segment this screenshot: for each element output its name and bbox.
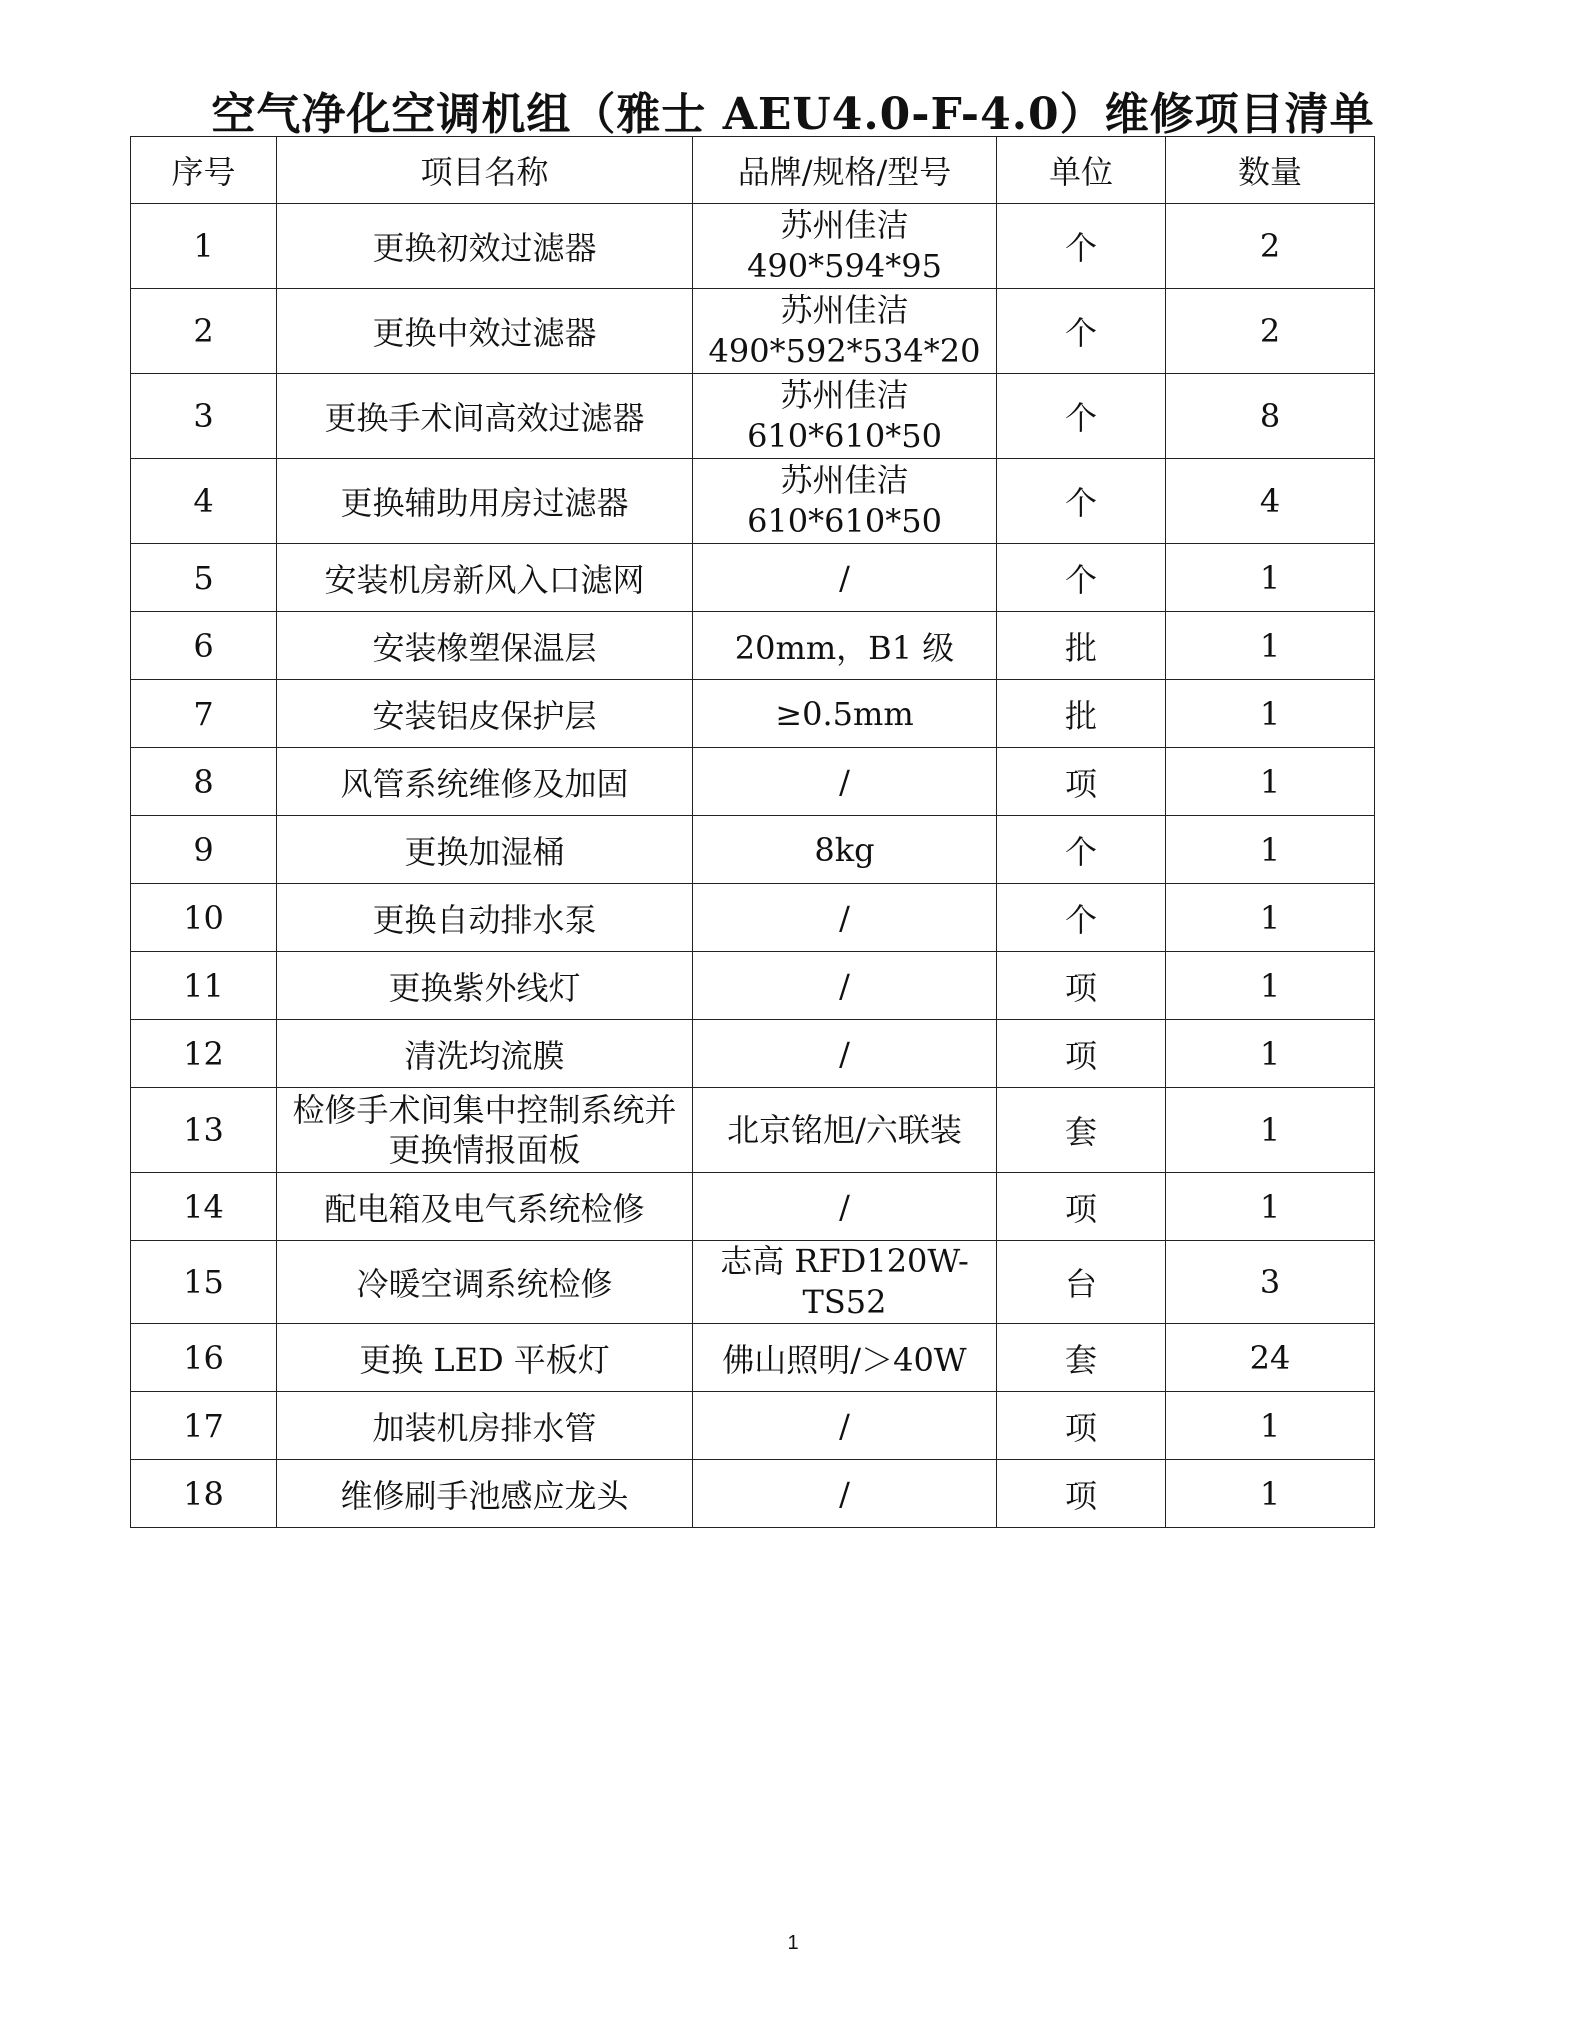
cell-unit: 项 xyxy=(997,1392,1166,1460)
cell-spec: / xyxy=(693,748,997,816)
cell-qty: 8 xyxy=(1166,374,1375,459)
table-row xyxy=(131,1392,1375,1460)
cell-qty: 24 xyxy=(1166,1324,1375,1392)
cell-unit: 批 xyxy=(997,680,1166,748)
cell-name: 更换紫外线灯 xyxy=(277,952,693,1020)
cell-unit: 个 xyxy=(997,459,1166,544)
cell-no: 16 xyxy=(131,1324,277,1392)
cell-spec: 佛山照明/＞40W xyxy=(693,1324,997,1392)
cell-unit: 项 xyxy=(997,952,1166,1020)
cell-no: 4 xyxy=(131,459,277,544)
cell-no: 5 xyxy=(131,544,277,612)
cell-unit: 套 xyxy=(997,1324,1166,1392)
cell-qty: 1 xyxy=(1166,680,1375,748)
cell-name: 更换辅助用房过滤器 xyxy=(277,459,693,544)
cell-name: 维修刷手池感应龙头 xyxy=(277,1460,693,1528)
cell-no: 11 xyxy=(131,952,277,1020)
cell-no: 14 xyxy=(131,1173,277,1241)
table-row xyxy=(131,1088,1375,1173)
cell-name: 安装橡塑保温层 xyxy=(277,612,693,680)
header-spec: 品牌/规格/型号 xyxy=(693,137,997,204)
cell-no: 15 xyxy=(131,1241,277,1324)
cell-unit: 项 xyxy=(997,1173,1166,1241)
page-title: 空气净化空调机组（雅士 AEU4.0-F-4.0）维修项目清单 xyxy=(211,89,1375,140)
cell-spec: / xyxy=(693,544,997,612)
cell-unit: 项 xyxy=(997,748,1166,816)
cell-qty: 1 xyxy=(1166,1392,1375,1460)
cell-spec: 20mm，B1 级 xyxy=(693,612,997,680)
cell-spec: 北京铭旭/六联装 xyxy=(693,1088,997,1173)
cell-qty: 2 xyxy=(1166,204,1375,289)
cell-name: 安装机房新风入口滤网 xyxy=(277,544,693,612)
cell-no: 2 xyxy=(131,289,277,374)
cell-no: 9 xyxy=(131,816,277,884)
cell-no: 13 xyxy=(131,1088,277,1173)
table-row xyxy=(131,1241,1375,1324)
page-number: 1 xyxy=(787,1932,799,1954)
cell-name: 加装机房排水管 xyxy=(277,1392,693,1460)
cell-name: 清洗均流膜 xyxy=(277,1020,693,1088)
cell-name: 更换中效过滤器 xyxy=(277,289,693,374)
cell-qty: 1 xyxy=(1166,952,1375,1020)
cell-qty: 3 xyxy=(1166,1241,1375,1324)
header-name: 项目名称 xyxy=(277,137,693,204)
table-row xyxy=(131,884,1375,952)
cell-spec: 苏州佳洁 610*610*50 xyxy=(693,459,997,544)
cell-no: 12 xyxy=(131,1020,277,1088)
table-row xyxy=(131,952,1375,1020)
table-row xyxy=(131,1020,1375,1088)
table-row xyxy=(131,748,1375,816)
cell-spec: / xyxy=(693,1173,997,1241)
cell-name: 更换手术间高效过滤器 xyxy=(277,374,693,459)
cell-name: 更换自动排水泵 xyxy=(277,884,693,952)
header-unit: 单位 xyxy=(997,137,1166,204)
cell-spec: ≥0.5mm xyxy=(693,680,997,748)
cell-spec: 苏州佳洁 610*610*50 xyxy=(693,374,997,459)
cell-spec: / xyxy=(693,884,997,952)
table-row xyxy=(131,459,1375,544)
cell-qty: 1 xyxy=(1166,1020,1375,1088)
cell-unit: 个 xyxy=(997,884,1166,952)
cell-unit: 个 xyxy=(997,816,1166,884)
cell-qty: 1 xyxy=(1166,544,1375,612)
cell-name: 安装铝皮保护层 xyxy=(277,680,693,748)
cell-spec: 苏州佳洁 490*592*534*20 xyxy=(693,289,997,374)
cell-unit: 台 xyxy=(997,1241,1166,1324)
table-row xyxy=(131,816,1375,884)
table-row xyxy=(131,612,1375,680)
cell-name: 配电箱及电气系统检修 xyxy=(277,1173,693,1241)
cell-spec: / xyxy=(693,1392,997,1460)
cell-spec: / xyxy=(693,1460,997,1528)
table-row xyxy=(131,289,1375,374)
cell-no: 17 xyxy=(131,1392,277,1460)
table-row xyxy=(131,1173,1375,1241)
header-qty: 数量 xyxy=(1166,137,1375,204)
cell-no: 3 xyxy=(131,374,277,459)
repair-items-table xyxy=(130,136,1375,1528)
cell-unit: 项 xyxy=(997,1020,1166,1088)
cell-qty: 1 xyxy=(1166,816,1375,884)
cell-spec: / xyxy=(693,1020,997,1088)
cell-spec: 8kg xyxy=(693,816,997,884)
cell-name: 更换加湿桶 xyxy=(277,816,693,884)
cell-name: 更换 LED 平板灯 xyxy=(277,1324,693,1392)
cell-no: 7 xyxy=(131,680,277,748)
cell-name: 更换初效过滤器 xyxy=(277,204,693,289)
table-row xyxy=(131,1460,1375,1528)
cell-qty: 1 xyxy=(1166,1173,1375,1241)
cell-unit: 个 xyxy=(997,374,1166,459)
cell-qty: 1 xyxy=(1166,1088,1375,1173)
cell-no: 1 xyxy=(131,204,277,289)
table-row xyxy=(131,544,1375,612)
cell-no: 6 xyxy=(131,612,277,680)
cell-spec: 苏州佳洁 490*594*95 xyxy=(693,204,997,289)
cell-unit: 个 xyxy=(997,204,1166,289)
cell-no: 18 xyxy=(131,1460,277,1528)
table-row xyxy=(131,374,1375,459)
cell-qty: 1 xyxy=(1166,1460,1375,1528)
cell-unit: 个 xyxy=(997,544,1166,612)
cell-name: 检修手术间集中控制系统并 更换情报面板 xyxy=(277,1088,693,1173)
cell-unit: 项 xyxy=(997,1460,1166,1528)
cell-name: 冷暖空调系统检修 xyxy=(277,1241,693,1324)
cell-no: 8 xyxy=(131,748,277,816)
cell-spec: / xyxy=(693,952,997,1020)
cell-unit: 套 xyxy=(997,1088,1166,1173)
cell-qty: 1 xyxy=(1166,884,1375,952)
cell-unit: 个 xyxy=(997,289,1166,374)
cell-unit: 批 xyxy=(997,612,1166,680)
header-no: 序号 xyxy=(131,137,277,204)
cell-no: 10 xyxy=(131,884,277,952)
cell-name: 风管系统维修及加固 xyxy=(277,748,693,816)
cell-qty: 1 xyxy=(1166,612,1375,680)
table-header-row xyxy=(131,137,1375,204)
cell-spec: 志高 RFD120W-TS52 xyxy=(693,1241,997,1324)
cell-qty: 4 xyxy=(1166,459,1375,544)
table-row xyxy=(131,1324,1375,1392)
table-row xyxy=(131,680,1375,748)
cell-qty: 2 xyxy=(1166,289,1375,374)
table-row xyxy=(131,204,1375,289)
cell-qty: 1 xyxy=(1166,748,1375,816)
